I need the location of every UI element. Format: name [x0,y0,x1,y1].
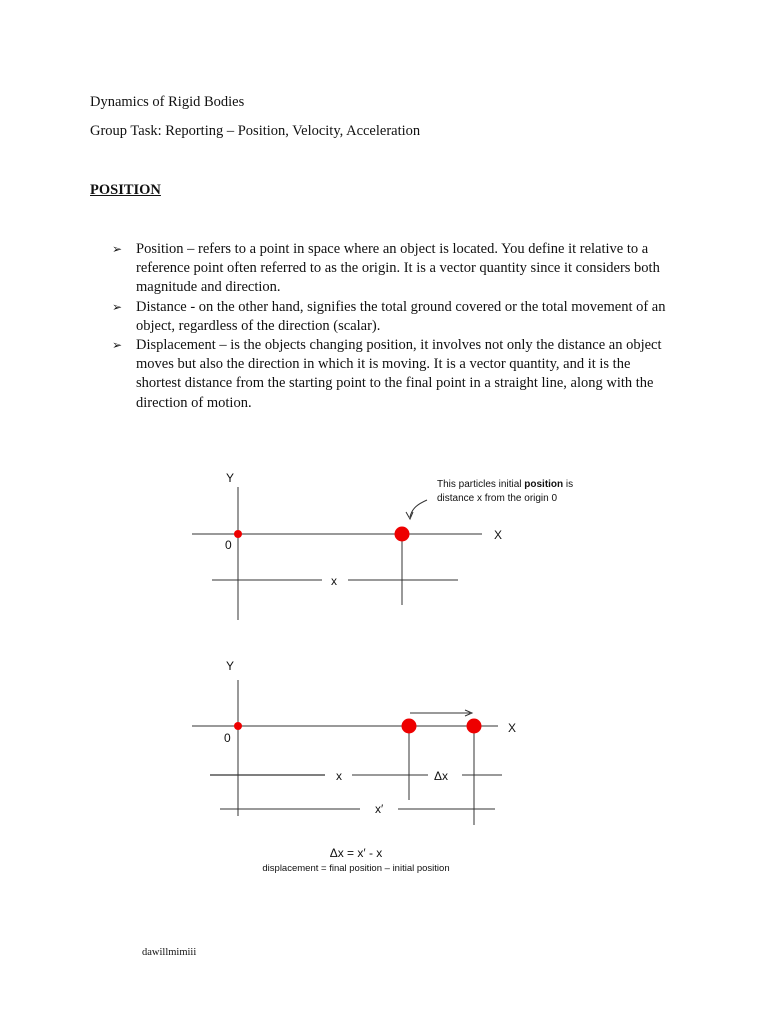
callout-arrow [410,500,427,517]
bullet-text: Displacement – is the objects changing position, it involves not only the distance an object moves but also the direction in which it is moving. It is a vector quantity, and it is the shortest distance from the starting point to the final point in a straight line, along with the direction of motion. [136,337,662,411]
particle-point [395,527,410,542]
document-subtitle: Group Task: Reporting – Position, Velocity, Acceleration [90,123,421,139]
x-axis-label: X [494,528,503,542]
arrow-bullet-icon: ➢ [112,338,123,353]
callout-line-1 [437,479,573,490]
distance-label: x [331,574,337,588]
callout-arrowhead [406,512,413,519]
arrow-bullet-icon: ➢ [112,299,123,314]
figure-displacement [192,680,502,825]
callout-suffix: is [563,479,574,490]
callout-prefix: This particles initial [437,479,525,490]
document-title: Dynamics of Rigid Bodies [90,94,245,110]
displacement-equation: Δx = x′ - x [329,846,383,860]
final-particle-point [467,719,482,734]
final-position-label: x′ [375,802,384,816]
arrow-bullet-icon: ➢ [112,242,123,256]
bullet-text: Position – refers to a point in space where an object is located. You define it relative to a reference point often referred to as the origin. It is a vector quantity since it considers both magnitude and direction. [136,241,660,296]
figure-initial-position [192,487,482,620]
y-axis-label: Y [226,471,235,485]
initial-position-label: x [336,769,342,783]
origin-point [234,722,242,730]
callout-line-2: distance x from the origin 0 [437,493,558,504]
initial-particle-point [402,719,417,734]
origin-point [234,530,242,538]
displacement-caption: displacement = final position – initial position [262,863,450,874]
section-heading: POSITION [90,182,161,198]
footer-author: dawillmimiii [142,947,197,958]
origin-label: 0 [224,731,231,745]
y-axis-label: Y [226,659,235,673]
callout-bold: position [524,479,564,490]
bullet-text: Distance - on the other hand, signifies the total ground covered or the total movement of an object, regardless of the direction (scalar). [136,298,666,334]
delta-x-label: Δx [434,769,449,783]
x-axis-label: X [508,721,517,735]
origin-label: 0 [225,538,232,552]
